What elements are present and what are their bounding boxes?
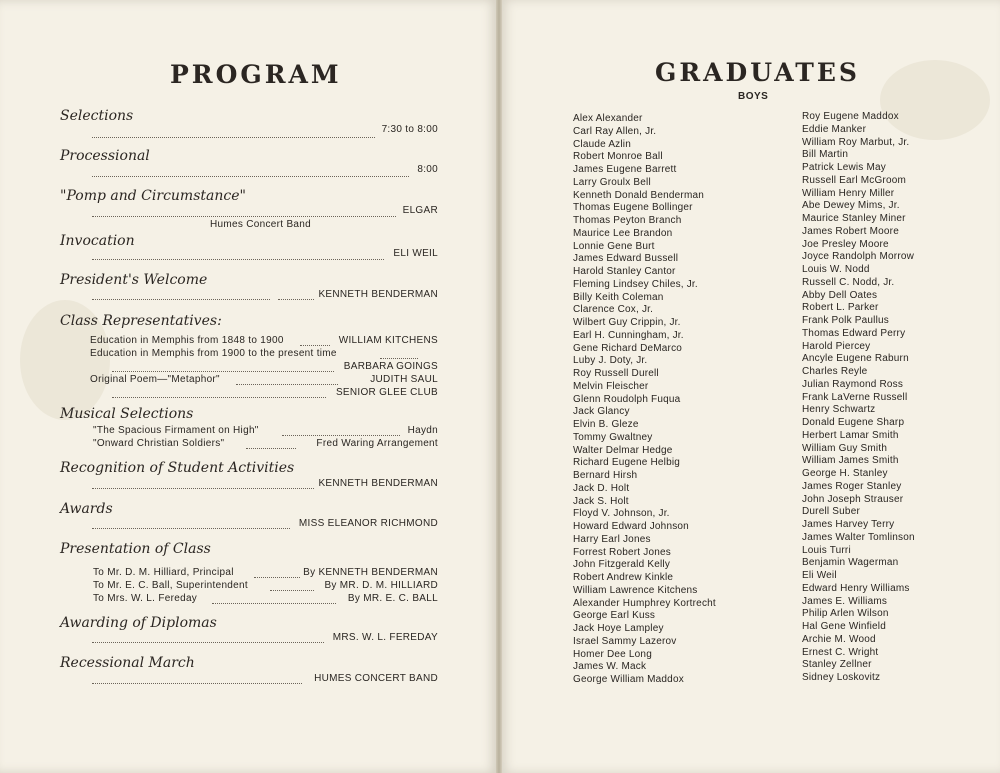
program-item: "The Spacious Firmament on High" — [93, 425, 259, 436]
dot-leader — [92, 216, 396, 217]
graduate-name: Frank LaVerne Russell — [802, 391, 908, 403]
graduate-name: Joyce Randolph Morrow — [802, 251, 915, 263]
graduate-name: Thomas Edward Perry — [802, 327, 906, 339]
graduates-column-2 — [802, 111, 915, 685]
graduate-name: George H. Stanley — [802, 468, 888, 479]
section-title-awards: Awards — [60, 501, 113, 517]
program-value: JUDITH SAUL — [370, 374, 438, 385]
section-title-recognition: Recognition of Student Activities — [60, 460, 295, 476]
graduate-name: James Walter Tomlinson — [802, 531, 915, 543]
graduate-name: Julian Raymond Ross — [802, 378, 904, 390]
graduates-column-1 — [573, 113, 716, 687]
graduate-name: Abby Dell Oates — [802, 289, 878, 301]
section-title-presidents-welcome: President's Welcome — [60, 272, 208, 288]
graduate-name: Roy Russell Durell — [573, 368, 659, 379]
dot-leader — [246, 448, 296, 449]
graduate-name: Robert Monroe Ball — [573, 151, 663, 163]
section-title-class-representatives: Class Representatives: — [60, 313, 222, 329]
graduate-name: Roy Eugene Maddox — [802, 111, 899, 122]
program-item: Original Poem—"Metaphor" — [90, 374, 220, 385]
program-value: 8:00 — [417, 164, 438, 175]
graduate-name: Kenneth Donald Benderman — [573, 189, 705, 201]
graduate-name: Henry Schwartz — [802, 404, 876, 416]
graduate-name: Clarence Cox, Jr. — [573, 304, 654, 316]
graduate-name: Alexander Humphrey Kortrecht — [573, 597, 716, 609]
graduate-name: James Roger Stanley — [802, 480, 902, 492]
graduate-name: Robert L. Parker — [802, 302, 879, 314]
graduate-name: Claude Azlin — [573, 138, 631, 150]
graduate-name: Larry Groulx Bell — [573, 176, 651, 188]
graduate-name: Carl Ray Allen, Jr. — [573, 125, 657, 137]
graduate-name: Durell Suber — [802, 506, 860, 518]
program-value: KENNETH BENDERMAN — [318, 289, 438, 300]
graduate-name: George William Maddox — [573, 674, 684, 685]
graduate-name: Jack S. Holt — [573, 495, 629, 507]
graduate-name: Bernard Hirsh — [573, 470, 638, 481]
graduate-name: Patrick Lewis May — [802, 162, 886, 173]
graduate-name: James W. Mack — [573, 661, 647, 673]
program-value: HUMES CONCERT BAND — [314, 673, 438, 684]
graduate-name: Hal Gene Winfield — [802, 621, 886, 632]
graduate-name: Harold Stanley Cantor — [573, 266, 676, 277]
graduate-name: Richard Eugene Helbig — [573, 457, 681, 469]
program-value: 7:30 to 8:00 — [381, 124, 438, 135]
graduate-name: Joe Presley Moore — [802, 238, 889, 250]
graduate-name: Abe Dewey Mims, Jr. — [802, 200, 900, 212]
dot-leader — [92, 299, 270, 300]
section-title-presentation: Presentation of Class — [60, 541, 211, 557]
graduate-name: James Eugene Barrett — [573, 164, 677, 175]
dot-leader — [92, 176, 409, 177]
graduate-name: Luby J. Doty, Jr. — [573, 355, 648, 367]
graduate-name: Archie M. Wood — [802, 633, 876, 645]
page-fold — [496, 0, 502, 773]
graduate-name: William James Smith — [802, 455, 899, 467]
dot-leader — [92, 528, 290, 529]
graduate-name: Tommy Gwaltney — [573, 431, 653, 443]
section-title-musical-selections: Musical Selections — [60, 406, 194, 422]
program-value: BARBARA GOINGS — [343, 361, 438, 372]
graduate-name: Homer Dee Long — [573, 648, 652, 660]
program-item: Education in Memphis from 1848 to 1900 — [90, 335, 284, 346]
graduate-name: Melvin Fleischer — [573, 380, 649, 392]
dot-leader — [112, 371, 334, 372]
graduate-name: Harold Piercey — [802, 340, 871, 352]
program-value: ELGAR — [402, 205, 438, 216]
graduate-name: Lonnie Gene Burt — [573, 240, 655, 252]
program-value: ELI WEIL — [393, 248, 438, 259]
graduate-name: Walter Delmar Hedge — [573, 444, 673, 456]
graduate-name: Alex Alexander — [573, 113, 643, 124]
graduate-name: Louis Turri — [802, 544, 851, 556]
program-item: To Mr. D. M. Hilliard, Principal — [93, 567, 234, 578]
graduate-name: Eddie Manker — [802, 123, 867, 135]
graduate-name: Louis W. Nodd — [802, 264, 870, 275]
graduate-name: Jack Hoye Lampley — [573, 623, 664, 634]
dot-leader — [92, 488, 314, 489]
graduate-name: Stanley Zellner — [802, 659, 872, 671]
graduate-name: Russell C. Nodd, Jr. — [802, 276, 895, 288]
program-value: By KENNETH BENDERMAN — [303, 567, 438, 578]
section-title-invocation: Invocation — [60, 233, 135, 249]
graduate-name: Harry Earl Jones — [573, 533, 651, 545]
graduate-name: Wilbert Guy Crippin, Jr. — [573, 317, 681, 328]
graduate-name: William Henry Miller — [802, 187, 895, 199]
dot-leader — [92, 259, 384, 260]
graduate-name: Earl H. Cunningham, Jr. — [573, 329, 684, 341]
graduate-name: William Lawrence Kitchens — [573, 584, 698, 596]
program-value: MRS. W. L. FEREDAY — [332, 632, 438, 643]
program-item: Education in Memphis from 1900 to the present time — [90, 348, 337, 359]
program-heading: PROGRAM — [170, 60, 342, 89]
graduate-name: Jack D. Holt — [573, 482, 630, 494]
program-value: By MR. D. M. HILLIARD — [324, 580, 438, 591]
dot-leader — [300, 345, 330, 346]
band-name: Humes Concert Band — [210, 219, 312, 230]
dot-leader — [270, 590, 314, 591]
graduate-name: Ancyle Eugene Raburn — [802, 353, 909, 365]
boys-subheading: BOYS — [738, 91, 769, 102]
program-value: By MR. E. C. BALL — [347, 593, 438, 604]
dot-leader — [278, 299, 314, 300]
graduate-name: Thomas Eugene Bollinger — [573, 202, 693, 214]
graduate-name: Billy Keith Coleman — [573, 291, 664, 303]
graduate-name: Russell Earl McGroom — [802, 174, 907, 186]
program-item: "Onward Christian Soldiers" — [93, 438, 225, 449]
graduate-name: Israel Sammy Lazerov — [573, 635, 677, 647]
graduate-name: Floyd V. Johnson, Jr. — [573, 508, 670, 520]
graduate-name: Charles Reyle — [802, 366, 868, 377]
graduates-heading: GRADUATES — [655, 58, 860, 87]
graduate-name: Donald Eugene Sharp — [802, 417, 905, 428]
dot-leader — [236, 384, 338, 385]
section-title-diplomas: Awarding of Diplomas — [60, 615, 217, 631]
dot-leader — [92, 683, 302, 684]
graduate-name: Frank Polk Paullus — [802, 315, 889, 326]
program-value: Fred Waring Arrangement — [316, 438, 438, 449]
graduate-name: Eli Weil — [802, 570, 837, 581]
graduate-name: James Harvey Terry — [802, 519, 895, 530]
graduate-name: Sidney Loskovitz — [802, 672, 881, 683]
program-value: MISS ELEANOR RICHMOND — [298, 518, 438, 529]
graduate-name: John Fitzgerald Kelly — [573, 559, 671, 571]
program-value: KENNETH BENDERMAN — [318, 478, 438, 489]
graduate-name: John Joseph Strauser — [802, 493, 904, 505]
graduate-name: Forrest Robert Jones — [573, 546, 671, 558]
graduate-name: Herbert Lamar Smith — [802, 429, 899, 441]
section-title-pomp: "Pomp and Circumstance" — [60, 188, 246, 204]
graduate-name: William Guy Smith — [802, 442, 888, 454]
graduate-name: Maurice Stanley Miner — [802, 213, 906, 224]
graduate-name: Howard Edward Johnson — [573, 521, 689, 532]
program-item: To Mrs. W. L. Fereday — [93, 593, 198, 604]
dot-leader — [282, 435, 400, 436]
section-title-selections: Selections — [60, 108, 134, 124]
program-value: Haydn — [407, 425, 438, 436]
graduate-name: Maurice Lee Brandon — [573, 227, 673, 239]
graduate-name: Bill Martin — [802, 149, 849, 161]
graduate-name: Edward Henry Williams — [802, 582, 910, 594]
program-item: To Mr. E. C. Ball, Superintendent — [93, 580, 248, 591]
dot-leader — [380, 358, 418, 359]
graduate-name: Benjamin Wagerman — [802, 557, 899, 569]
section-title-recessional: Recessional March — [60, 655, 195, 671]
graduate-name: Philip Arlen Wilson — [802, 608, 889, 620]
graduate-name: Gene Richard DeMarco — [573, 342, 683, 354]
graduate-name: Glenn Roudolph Fuqua — [573, 393, 681, 405]
dot-leader — [92, 137, 375, 138]
dot-leader — [92, 642, 324, 643]
graduate-name: George Earl Kuss — [573, 610, 656, 622]
graduate-name: Fleming Lindsey Chiles, Jr. — [573, 278, 698, 290]
graduate-name: Thomas Peyton Branch — [573, 215, 682, 226]
graduate-name: James E. Williams — [802, 595, 888, 607]
dot-leader — [212, 603, 336, 604]
graduate-name: James Edward Bussell — [573, 253, 679, 265]
program-value: WILLIAM KITCHENS — [338, 335, 438, 346]
graduate-name: Elvin B. Gleze — [573, 419, 639, 430]
graduate-name: William Roy Marbut, Jr. — [802, 136, 910, 148]
dot-leader — [254, 577, 300, 578]
graduate-name: James Robert Moore — [802, 225, 899, 237]
program-value: SENIOR GLEE CLUB — [335, 387, 438, 398]
graduate-name: Jack Glancy — [573, 406, 630, 418]
dot-leader — [112, 397, 326, 398]
section-title-processional: Processional — [60, 148, 150, 164]
graduate-name: Robert Andrew Kinkle — [573, 572, 674, 583]
graduate-name: Ernest C. Wright — [802, 646, 879, 658]
